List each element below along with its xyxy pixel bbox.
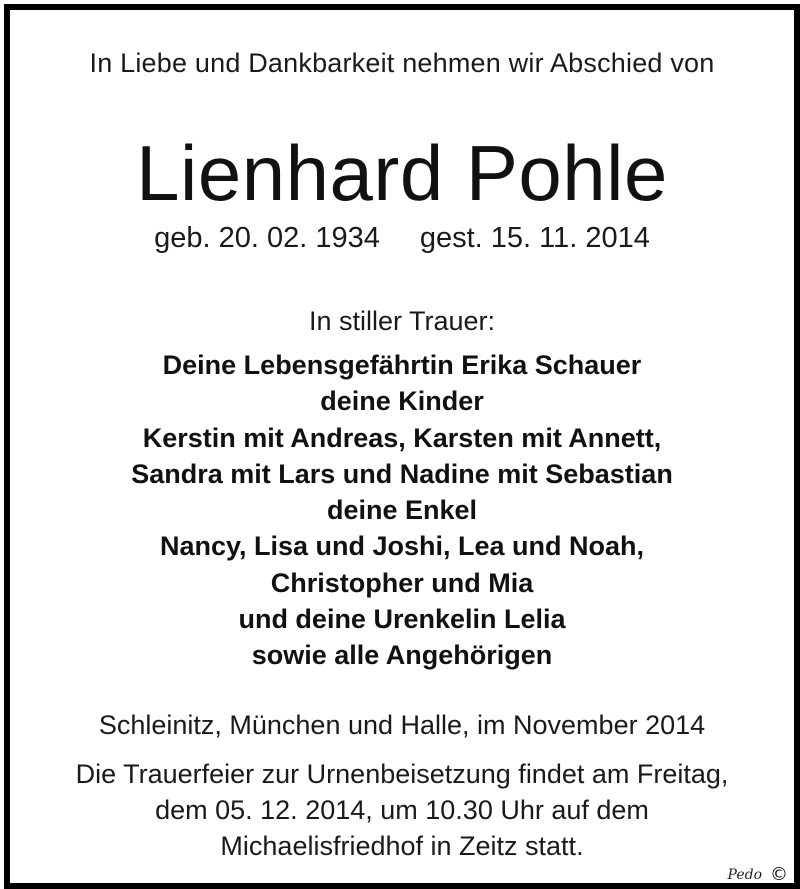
mourner-line: Kerstin mit Andreas, Karsten mit Annett, (142, 422, 662, 453)
mourner-line: sowie alle Angehörigen (251, 640, 553, 671)
mourner-line: Deine Lebensgefährtin Erika Schauer (162, 350, 642, 380)
ceremony-line: dem 05. 12. 2014, um 10.30 Uhr auf dem (155, 795, 649, 825)
mourner-line: deine Kinder (320, 386, 484, 417)
mourner-line: deine Enkel (326, 495, 478, 526)
life-dates (10, 222, 794, 255)
notice-border (4, 4, 800, 889)
mourner-line: Nancy, Lisa und Joshi, Lea und Noah, (159, 531, 645, 562)
ceremony-info (10, 756, 794, 864)
copyright-icon: © (770, 864, 788, 885)
mourners-list (10, 347, 794, 674)
mourning-heading: In stiller Trauer: (308, 306, 496, 336)
obituary-notice (10, 10, 794, 883)
mourner-line: Sandra mit Lars und Nadine mit Sebastian (131, 458, 673, 489)
intro-text: In Liebe und Dankbarkeit nehmen wir Abschied von (89, 48, 715, 78)
ceremony-line: Michaelisfriedhof in Zeitz statt. (220, 831, 584, 861)
place-and-date: Schleinitz, München und Halle, im November 2014 (98, 710, 706, 740)
publisher-signature: Pedo (727, 867, 762, 883)
birth-date: geb. 20. 02. 1934 (154, 222, 380, 254)
deceased-name: Lienhard Pohle (136, 129, 668, 217)
ceremony-line: Die Trauerfeier zur Urnenbeisetzung findet am Freitag, (75, 759, 729, 789)
mourner-line: Christopher und Mia (270, 567, 534, 598)
death-date: gest. 15. 11. 2014 (419, 222, 650, 254)
mourner-line: und deine Urenkelin Lelia (238, 604, 566, 635)
